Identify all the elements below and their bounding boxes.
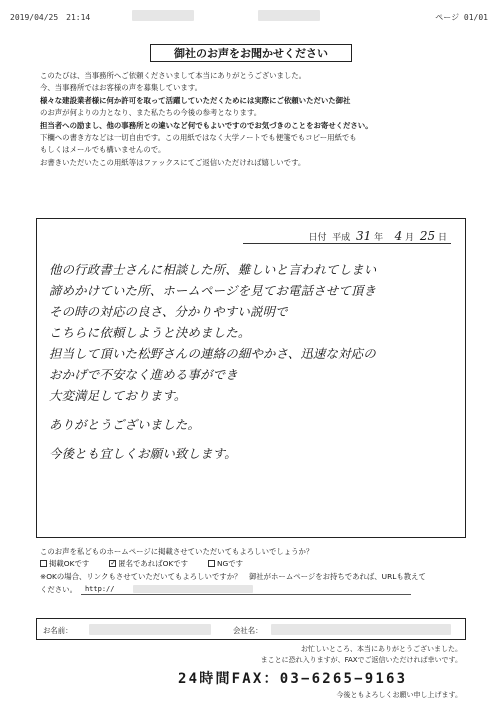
- fax-number: 24時間FAX：03−6265−9163: [178, 671, 408, 687]
- closing-line: まことに恐れ入りますが、FAXでご返信いただければ幸いです。: [260, 656, 462, 664]
- intro-line: 担当者への励まし、他の事務所との違いなど何でもよいですのでお気づきのことをお寄せください。: [40, 120, 373, 130]
- company-label: 会社名：: [233, 626, 263, 635]
- handwritten-line: 今後とも宜しくお願い致します。: [49, 446, 237, 461]
- intro-line: 下欄への書き方などは一切自由です。この用紙ではなく大学ノートでも便箋でもコピー用紙でも: [40, 133, 357, 143]
- handwritten-line: その時の対応の良さ、分かりやすい説明で: [49, 304, 288, 319]
- intro-line: 様々な建設業者様に何か許可を取って活躍していただくためには実際にご依頼いただいた御社: [40, 95, 351, 105]
- checkbox-ng[interactable]: [208, 560, 215, 567]
- handwritten-line: 他の行政書士さんに相談した所、難しいと言われてしまい: [49, 262, 377, 277]
- date-era: 平成: [332, 233, 351, 243]
- final-note: 今後ともよろしくお願い申し上げます。: [336, 691, 462, 699]
- name-company-row: [36, 618, 466, 640]
- redacted-sender-number: [258, 10, 320, 21]
- consent-option-ok[interactable]: [40, 558, 89, 569]
- url-field[interactable]: [81, 584, 411, 595]
- consent-option-anonymous[interactable]: [109, 558, 188, 569]
- consent-options: [40, 558, 480, 569]
- handwritten-line: ありがとうございました。: [49, 417, 201, 432]
- date-month: 4: [394, 229, 403, 243]
- intro-line: もしくはメールでも構いませんので。: [40, 145, 166, 155]
- redacted-name: [89, 624, 211, 635]
- intro-line: お書きいただいたこの用紙等はファックスにてご返信いただければ嬉しいです。: [40, 157, 306, 167]
- date-label: 日付: [308, 233, 327, 243]
- consent-question: このお声を私どものホームページに掲載させていただいてもよろしいでしょうか？: [40, 547, 314, 556]
- intro-line: 今、当事務所ではお客様の声を募集しています。: [40, 83, 203, 93]
- link-question: ※OKの場合、リンクもさせていただいてもよろしいですか？ 御社がホームページをお持ちであれば、URLも教えて: [40, 572, 426, 581]
- handwritten-feedback-box: [36, 218, 466, 538]
- consent-option-label: 匿名であればOKです: [118, 559, 189, 568]
- url-prefix: http://: [84, 585, 115, 593]
- intro-line: のお声が何よりの力となり、また私たちの今後の参考となります。: [40, 108, 262, 118]
- consent-option-ng[interactable]: [208, 558, 243, 569]
- date-entry: [308, 229, 447, 243]
- fax-page-number: ページ 01/01: [435, 13, 488, 22]
- form-title: 御社のお声をお聞かせください: [150, 44, 352, 62]
- link-question-cont: ください。: [40, 585, 77, 594]
- date-day: 25: [419, 229, 436, 243]
- handwritten-line: 担当して頂いた松野さんの連絡の細やかさ、迅速な対応の: [49, 346, 376, 361]
- closing-line: お忙しいところ、本当にありがとうございました。: [301, 645, 462, 653]
- handwritten-line: おかげで不安なく進める事ができ: [49, 367, 238, 382]
- date-year-unit: 年: [374, 233, 384, 243]
- handwritten-text: [49, 259, 459, 464]
- intro-line: このたびは、当事務所へご依頼くださいまして本当にありがとうございました。: [40, 71, 307, 80]
- redacted-sender: [132, 10, 194, 21]
- checkbox-anonymous[interactable]: ✓: [110, 559, 117, 567]
- date-underline: [243, 243, 451, 244]
- redacted-url: [133, 585, 253, 593]
- date-day-unit: 日: [437, 233, 447, 243]
- handwritten-line: 諦めかけていた所、ホームページを見てお電話させて頂き: [49, 283, 377, 298]
- name-label: お名前：: [43, 626, 73, 635]
- consent-option-label: 掲載OKです: [49, 559, 90, 568]
- checkbox-ok[interactable]: [40, 560, 47, 567]
- handwritten-line: 大変満足しております。: [49, 388, 187, 403]
- intro-text: [40, 70, 480, 169]
- date-year: 31: [355, 229, 372, 243]
- fax-datetime: 2019/04/25 21:14: [10, 13, 91, 22]
- closing-text: [261, 644, 462, 666]
- date-month-unit: 月: [405, 233, 415, 243]
- fax-header: [0, 0, 500, 24]
- redacted-company: [271, 624, 451, 635]
- consent-option-label: NGです: [217, 559, 244, 568]
- consent-section: [40, 546, 480, 595]
- url-row: [40, 584, 480, 595]
- handwritten-line: こちらに依頼しようと決めました。: [49, 325, 251, 340]
